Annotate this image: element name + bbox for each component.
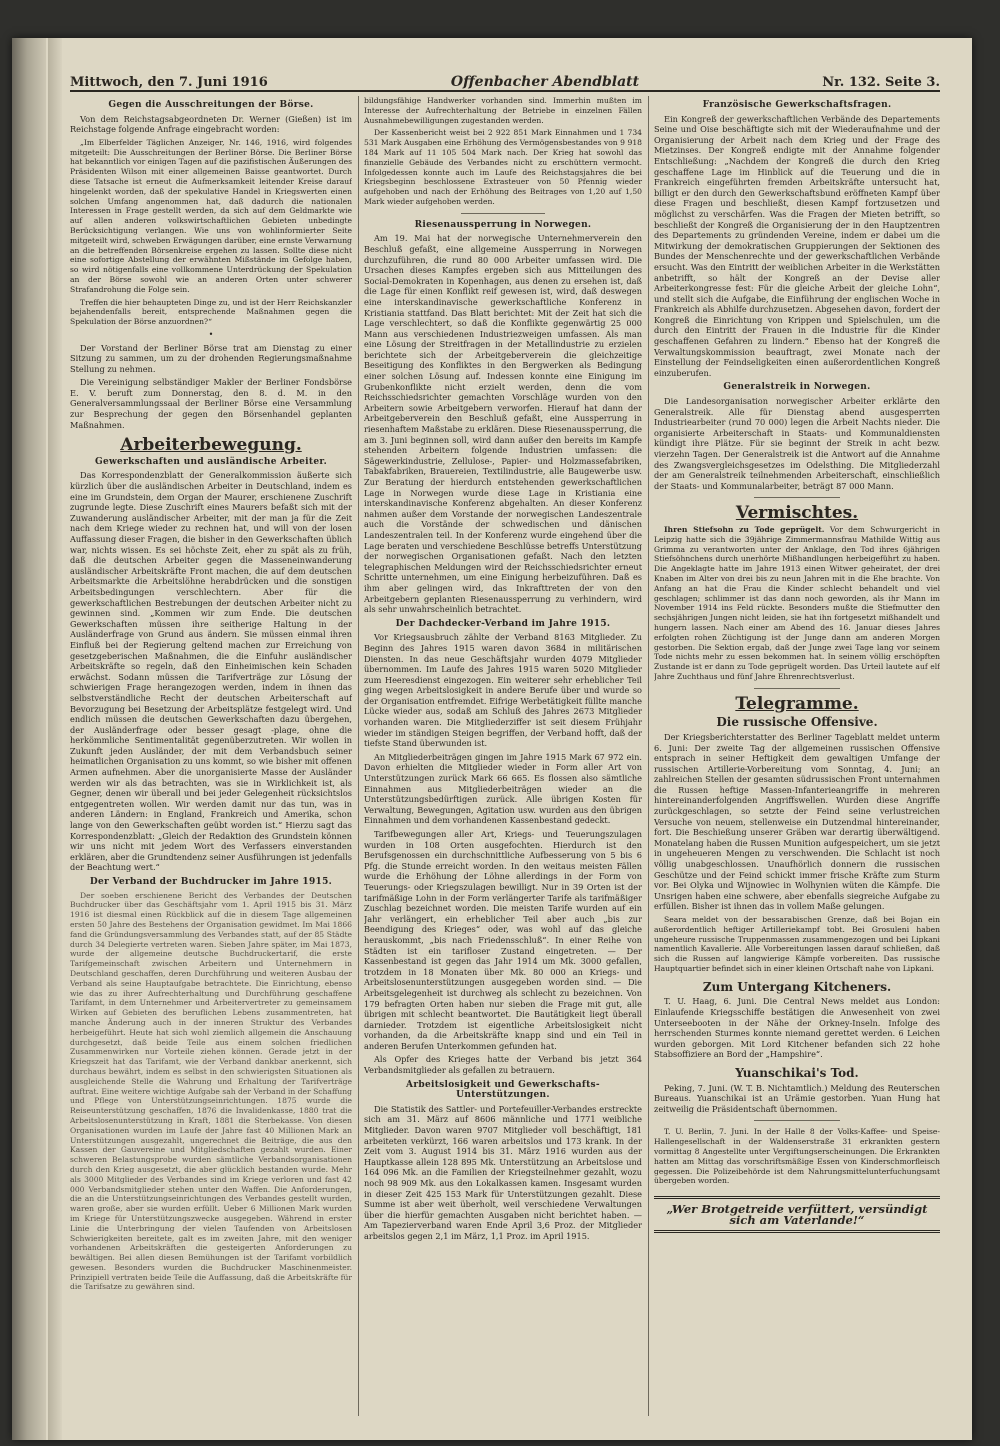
- page-edge: [48, 38, 62, 1440]
- paragraph: Peking, 7. Juni. (W. T. B. Nichtamtlich.) Meldung des Reuterschen Bureaus. Yuanschikai ist an Urämie gestorben. Yuan Hung hat zeitweilig die Präsidentschaft übernommen.: [654, 1082, 940, 1114]
- column-1: [70, 96, 352, 1416]
- subheading: Die russische Offensive.: [716, 715, 878, 730]
- paragraph: An Mitgliederbeiträgen gingen im Jahre 1915 Mark 67 972 ein. Davon erhielten die Mitglieder wieder in Form aller Art von Unterstützungen zurück Mark 66 665. Es flossen also sämtliche Einnahmen aus Mitgliederbeiträgen wieder an die Unterstützungsbedürftigen zurück. Alle übrigen Kosten für Verwaltung, Bewegungen, Agitation usw. wurden aus den übrigen Einnahmen und dem vorhandenen Kassenbestand gedeckt.: [364, 751, 642, 826]
- paragraph: Der Kassenbericht weist bei 2 922 851 Mark Einnahmen und 1 734 531 Mark Ausgaben eine Erhöhung des Vermögensbestandes von 9 918 184 Mark auf 11 105 504 Mark nach. Der Krieg hat sowohl das finanzielle Gebäude des Verbandes nicht zu erschüttern vermocht. Infolgedessen konnte auch im Laufe des Reichstagsjahres die bei Kriegsbeginn beschlossene Extrasteuer von 50 Pfennig wieder aufgehoben und nach der Erhöhung des Beitrages von 1,20 auf 1,50 Mark wieder aufgehoben werden.: [364, 128, 642, 206]
- headline-boerse: Gegen die Ausschreitungen der Börse.: [108, 100, 314, 110]
- divider: [754, 1120, 840, 1121]
- paragraph: Das Korrespondenzblatt der Generalkommission äußerte sich kürzlich über die ausländischen Arbeiter in Deutschland, indem es eine im Grundstein, dem Organ der Maurer, erschienene Zuschrift zugrunde legte. Diese Zuschrift eines Maurers befaßt sich mit der Zuwanderung ausländischer Arbeiter, mit der man ja für die Zeit nach dem Kriege wieder zu rechnen hat, und will von der losen Auffassung dieser Fragen, die bisher in den Gewerkschaften üblich war, nichts wissen. Es sei höchste Zeit, eher zu spät als zu früh, daß die deutschen Arbeiter gegen die Masseneinwanderung ausländischer Arbeitskräfte Front machen, die auf dem deutschen Arbeitsmarkte die Arbeitslöhne herabdrücken und die sonstigen Arbeitsbedingungen verschlechtern. Aber für die gewerkschaftlichen Bestrebungen der deutschen Arbeiter nicht zu gewinnen sind. „Kommen wir zum Ende. Die deutschen Gewerkschaften müssen ihre seitherige Haltung in der Ausländerfrage von Grund aus ändern. Sie müssen einmal ihren Einfluß bei der Regierung geltend machen zur Erreichung von gesetzgeberischen Maßnahmen, die die Einfuhr ausländischer Arbeitskräfte so regeln, daß den Einheimischen kein Schaden erwächst. Sodann müssen die Tarifverträge zur Lösung der schwierigen Frage herangezogen werden, indem in ihnen das selbstverständliche Recht der deutschen Arbeiterschaft auf Bevorzugung bei Besetzung der Arbeitsplätze festgelegt wird. Und endlich müssen die deutschen Gewerkschaften dazu übergehen, der Ausländerfrage oder besser gesagt -plage, ohne die herkömmliche Sentimentalität gegenüberzutreten. Wir wollen in Zukunft jeden Ausländer, der mit dem Verbandsbuch seiner heimatlichen Organisation zu uns kommt, so wie bisher mit offenen Armen aufnehmen. Aber die unorganisierte Masse der Ausländer werden wir als das betrachten, was sie in Wirklichkeit ist, als Gegner, denen wir überall und bei jeder Gelegenheit rücksichtslos entgegentreten wollen. Wir werden damit nur das tun, was in anderen Ländern: in England, Frankreich und Amerika, schon lange von den Gewerkschaften geübt worden ist.“ Hierzu sagt das Korrespondenzblatt: „Gleich der Redaktion des Grundstein können wir uns nicht mit jedem Wort des Verfassers einverstanden erklären, aber die Grundtendenz seiner Ausführungen ist jedenfalls der Beachtung wert.“: [70, 470, 352, 873]
- section-heading-arbeiterbewegung: Arbeiterbewegung.: [120, 435, 302, 456]
- paragraph: Der Vorstand der Berliner Börse trat am Dienstag zu einer Sitzung zu sammen, um zu der drohenden Regierungsmaßnahme Stellung zu nehmen.: [70, 342, 352, 374]
- paragraph: T. U. Haag, 6. Juni. Die Central News meldet aus London: Einlaufende Kriegsschiffe bestätigen die Anwesenheit von zwei Unterseebooten in der Nähe der Orkney-Inseln. Infolge des herrschenden Sturmes konnte niemand gerettet werden. 6 Leichen wurden geborgen. Mit Lord Kitchener befanden sich 22 hohe Stabsoffiziere an Bord der „Hampshire“.: [654, 996, 940, 1060]
- column-rule: [358, 96, 359, 1416]
- paragraph: „Im Elberfelder Täglichen Anzeiger, Nr. 146, 1916, wird folgendes mitgeteilt: Die Ausschreitungen der Berliner Börse. Die Berliner Börse hat bekanntlich vor einigen Tagen auf die pazifistischen Äußerungen des Präsidenten Wilson mit einer allgemeinen Baisse geantwortet. Durch diese Tatsache ist erneut die Aufmerksamkeit leitender Kreise darauf hingelenkt worden, daß der spekulative Handel in Kriegswerten einen solchen Umfang angenommen hat, daß dadurch die nationalen Interessen in Frage gestellt werden, da sich auf dem Geldmarkte wie auf allen anderen volkswirtschaftlichen Gebieten unbedingte Berücksichtigung verlangen. Wie uns von wohlinformierter Seite mitgeteilt wird, schweben Erwägungen darüber, eine ernste Verwarnung an die betreffenden Börsenkreise ergehen zu lassen. Sollte diese nicht eine sofortige Abstellung der erwähnten Mißstände im Gefolge haben, so wird nötigenfalls eine vollkommene Unterdrückung der Spekulation an der Börse sowohl wie an anderen Orten unter schwerer Strafandrohung die Folge sein.: [70, 137, 352, 294]
- paragraph: Treffen die hier behaupteten Dinge zu, und ist der Herr Reichskanzler bejahendenfalls bereit, entsprechende Maßnahmen gegen die Spekulation der Börse anzuordnen?“: [70, 297, 352, 327]
- subheading: Arbeitslosigkeit und Gewerkschafts-Unterstützungen.: [406, 1079, 600, 1101]
- slogan-box: „Wer Brotgetreide verfüttert, versündigt sich am Vaterlande!“: [654, 1196, 940, 1233]
- book-binding: [12, 38, 46, 1440]
- article-kicker: Ihren Stiefsohn zu Tode geprügelt.: [664, 524, 825, 534]
- paragraph: Als Opfer des Krieges hatte der Verband bis jetzt 364 Verbandsmitglieder als gefallen zu betrauern.: [364, 1054, 642, 1076]
- paragraph: Ein Kongreß der gewerkschaftlichen Verbände des Departements Seine und Oise beschäftigte sich mit der Wiederaufnahme und der Organisierung der Arbeit nach dem Krieg und der Frage des Mietzinses. Der Kongreß endigte mit der Annahme folgender Entschließung: „Nachdem der Kongreß die durch den Krieg geschaffene Lage im Hinblick auf die Teuerung und die in Frankreich eingeführten fremden Arbeitskräfte untersucht hat, billigt er den durch den Gewerkschaftsbund eröffneten Kampf über diese Fragen und beschließt, diesen Kampf fortzusetzen und möglichst zu verschärfen. Was die Fragen der Mieten betrifft, so beschließt der Kongreß die Organisierung der in den Hauptzentren des Departements zu gründenden Vereine, indem er dabei um die Mitwirkung der demokratischen Gruppierungen der Sektionen des Bundes der Menschenrechte und der gewerkschaftlichen Verbände ersucht. Was den Eintritt der weiblichen Arbeiter in die Werkstätten anbetrifft, so hält der Kongreß an der Devise aller Arbeiterkongresse fest: Für die gleiche Arbeit der gleiche Lohn“, und stellt sich die Aufgabe, die Einführung der englischen Woche in Frankreich als Abhilfe durchzusetzen. Abgesehen davon, fordert der Kongreß die Einrichtung von Krippen und Spielschulen, um die durch den Eintritt der Frauen in die Industrie für die Kinder geschaffenen Gefahren zu lindern.“ Ebenso hat der Kongreß die Verwaltungskommission beauftragt, zwei Monate nach der Einstellung der Feindseligkeiten einen außerordentlichen Kongreß einzuberufen.: [654, 113, 940, 378]
- subheading: Zum Untergang Kitcheners.: [702, 979, 892, 994]
- divider: [754, 688, 840, 689]
- paragraph: Die Landesorganisation norwegischer Arbeiter erklärte den Generalstreik. Alle für Dienstag abend ausgesperrten Industriearbeiter (rund 70 000) legen die Arbeit Nachts nieder. Die organisierte Arbeiterschaft in Staats- und Kommunaldiensten kündigt ihre Plätze. Für sie beginnt der Streik in acht bezw. vierzehn Tagen. Der Generalstreik ist die Antwort auf die Annahme des Zwangsvergleichsgesetzes im Odelsthing. Die Mitgliederzahl der am Generalstreik teilnehmenden Arbeiterschaft, einschließlich der Staats- und Kommunalarbeiter, beträgt 87 000 Mann.: [654, 396, 940, 491]
- subheading: Gewerkschaften und ausländische Arbeiter.: [94, 456, 328, 467]
- subheading: Französische Gewerkschaftsfragen.: [702, 100, 892, 110]
- subheading: Yuanschikai's Tod.: [735, 1065, 859, 1080]
- paragraph: Vor Kriegsausbruch zählte der Verband 8163 Mitglieder. Zu Beginn des Jahres 1915 waren davon 3684 in militärischen Diensten. In das neue Geschäftsjahr wurden 4079 Mitglieder übernommen. Im Laufe des Jahres 1915 waren 5020 Mitglieder zum Heeresdienst eingezogen. Ein weiterer sehr erheblicher Teil ging wegen Arbeitslosigkeit in andere Berufe über und wurde so der Organisation entfremdet. Eifrige Werbetätigkeit füllte manche Lücke wieder aus, sodaß am Schluß des Jahres 2673 Mitglieder vorhanden waren. Die Mitgliederziffer ist seit diesem Frühjahr wieder im ständigen Steigen begriffen, der Verband hofft, daß der tiefste Stand überwunden ist.: [364, 632, 642, 749]
- paragraph: Seara meldet von der bessarabischen Grenze, daß bei Bojan ein außerordentlich heftiger Artilleriekampf tobt. Bei Grosuleni haben ungeheure russische Truppenmassen zusammengezogen und bei Lipkani namentlich Kavallerie. Alle Vorbereitungen lassen darauf schließen, daß sich die Russen auf langwierige Kämpfe vorbereiten. Das russische Hauptquartier befindet sich in einer kleinen Ortschaft nahe von Lipkani.: [654, 915, 940, 973]
- subheading: Der Dachdecker-Verband im Jahre 1915.: [395, 618, 611, 629]
- paragraph: Die Vereinigung selbständiger Makler der Berliner Fondsbörse E. V. beruft zum Donnerstag, den 8. d. M. in den Generalversammlungssaal der Berliner Börse eine Versammlung zur Besprechung der gegen den Börsenhandel geplanten Maßnahmen.: [70, 377, 352, 430]
- column-rule: [648, 96, 649, 1416]
- subheading: Generalstreik in Norwegen.: [723, 382, 871, 393]
- divider: [461, 213, 544, 214]
- subheading: Der Verband der Buchdrucker im Jahre 1915.: [89, 877, 333, 888]
- paragraph: Die Statistik des Sattler- und Portefeuiller-Verbandes erstreckte sich am 31. März auf 8606 männliche und 1771 weibliche Mitglieder. Davon waren 9707 Mitglieder voll beschäftigt, 181 arbeiteten verkürzt, 166 waren arbeitslos und 173 krank. In der Zeit vom 3. August 1914 bis 31. März 1916 wurden aus der Hauptkasse allein 128 895 Mk. Unterstützung an Arbeitslose und 164 096 Mk. an die Familien der Kriegsteilnehmer gezahlt, wozu noch 98 909 Mk. aus den Lokalkassen kamen. Insgesamt wurden in dieser Zeit 425 153 Mark für Unterstützungen gezahlt. Diese Summe ist aber weit überholt, weil verschiedene Verwaltungen über die hierfür gemachten Ausgaben nicht berichtet haben. — Am Tapezierverband waren Ende April 3,6 Proz. der Mitglieder arbeitslos gegen 2,1 im März, 1,1 Proz. im April 1915.: [364, 1103, 642, 1241]
- paragraph: Tarifbewegungen aller Art, Kriegs- und Teuerungszulagen wurden in 108 Orten ausgefochten. Hierdurch ist den Berufsgenossen ein durchschnittliche Aufbesserung von 5 bis 6 Pfg. die Stunde erreicht worden. In den weitaus meisten Fällen wurde die Erhöhung der Löhne allerdings in der Form von Teuerungs- oder Kriegszulagen bewilligt. Nur in 39 Orten ist der tarifmäßige Lohn in der Form verlängerter Tarife als tarifmäßiger Zuschlag bezeichnet worden. Die meisten Tarife wurden auf ein Jahr verlängert, ein erheblicher Teil aber auch „bis zur Beendigung des Krieges“ oder, was wohl auf das gleiche herauskommt, „bis nach Friedensschluß“. In einer Reihe von Städten ist ein tarifloser Zustand eingetreten. — Der Kassenbestand ist gegen das Jahr 1914 um Mk. 3000 gefallen, trotzdem in 18 Monaten über Mk. 80 000 an Kriegs- und Arbeitslosenunterstützungen ausgegeben worden sind. — Die Arbeitsgelegenheit ist durchweg als schlecht zu bezeichnen. Von 179 befragten Orten haben nur sieben die Frage mit gut, alle übrigen mit schlecht beantwortet. Die Bautätigkeit liegt überall darnieder. Trotzdem ist eigentliche Arbeitslosigkeit nicht vorhanden, da die Arbeitskräfte knapp sind und ein Teil in anderen Berufen Unterkommen gefunden hat.: [364, 829, 642, 1051]
- paragraph: Der soeben erschienene Bericht des Verbandes der Deutschen Buchdrucker über das Geschäftsjahr vom 1. April 1915 bis 31. März 1916 ist diesmal einen Rückblick auf die in diesem Tage allgemeinen ersten 50 Jahre des Bestehens der Organisation gewidmet. Im Mai 1866 fand die Gründungsversammlung des Verbandes statt, auf der 85 Städte durch 34 Delegierte vertreten waren. Sieben Jahre später, im Mai 1873, wurde der allgemeine deutsche Buchdruckertarif, die erste Tarifgemeinschaft zwischen Arbeitern und Unternehmern in Deutschland geschaffen, deren Durchführung und weiteren Ausbau der Verband als seine Hauptaufgabe betrachtete. Die Einrichtung, ebenso wie das zu ihrer Aufrechterhaltung und Durchführung geschaffene Tarifamt, in dem Unternehmer und Arbeitervertreter zu gemeinsamem Wirken auf Gebieten des beruflichen Lebens zusammentreten, hat manche Änderung auch in der inneren Struktur des Verbandes herbeigeführt. Heute hat sich wohl ziemlich allgemein die Anschauung durchgesetzt, daß beide Teile aus einem solchen friedlichen Zusammenwirken nur Vorteile ziehen können. Gerade jetzt in der Kriegszeit hat das Tarifamt, wie der Verband dankbar anerkennt, sich durchaus bewährt, indem es selbst in den schwierigsten Situationen als ausgleichende Stelle die Wahrung und Erhaltung der Tarifverträge auftrat. Eine weitere wichtige Aufgabe sah der Verband in der Schaffung und Pflege von Unterstützungseinrichtungen. 1875 wurde die Reiseunterstützung geschaffen, 1876 die Invalidenkasse, 1880 trat die Arbeitslosenunterstützung in Kraft, 1881 die Sterbekasse. Von diesen Organisationen wurden im Laufe der Jahre fast 40 Millionen Mark an Unterstützungen ausgezahlt, ungerechnet die Beiträge, die aus den Kassen der Gauvereine und Mitgliedschaften gezahlt wurden. Einer schweren Belastungsprobe wurden sämtliche Verbandsorganisationen durch den Krieg ausgesetzt, die aber glücklich bestanden wurde. Mehr als 3000 Mitglieder des Verbandes sind im Kriege verloren und fast 42 000 Verbandsmitglieder stehen unter den Waffen. Die Anforderungen, die an die Unterstützungseinrichtungen des Verbandes gestellt wurden, waren große, aber sie wurden erfüllt. Ueber 6 Millionen Mark wurden im Kriege für Unterstützungszwecke ausgegeben. Während in erster Linie die Unterbringung der vielen Taufenden von Arbeitslosen Schwierigkeiten bereitete, galt es im zweiten Jahre, mit den weniger vorhandenen Arbeitskräften die gesteigerten Anforderungen zu bewältigen. Bei allen diesen Bemühungen ist der Tarifamt vorbildlich gewesen. Besonders wurden die Buchdrucker Maschinenmeister. Prinzipiell vertraten beide Teile die Auffassung, daß die Arbeitskräfte für die Tarifsatze zu gewähren sind.: [70, 890, 352, 1292]
- paragraph: Vor dem Schwurgericht in Leipzig hatte sich die 39jährige Zimmermannsfrau Mathilde Wittig aus Grimma zu verantworten unter der Anklage, den Tod ihres 6jährigen Stiefsöhnchens durch unerhörte Mißhandlungen herbeigeführt zu haben. Die Angeklagte hatte im Jahre 1913 einen Witwer geheiratet, der drei Knaben im Alter von drei bis zu neun Jahren mit in die Ehe brachte. Von Anfang an hat die Frau die Kinder schlecht behandelt und viel geschlagen; schlimmer ist das dann noch geworden, als ihr Mann im November 1914 ins Feld rückte. Besonders mußte die Stiefmutter den sechsjährigen Jungen nicht leiden, sie hat ihn fortgesetzt mißhandelt und hungern lassen. Nach einer am Abend des 16. Januar dieses Jahres erfolgten rohen Züchtigung ist der Junge dann am anderen Morgen gestorben. Die Sektion ergab, daß der Junge zwei Tage lang vor seinem Tode nichts mehr zu essen bekommen hat. In seinem völlig erschöpften Zustande ist er dann zu Tode geprügelt worden. Das Urteil lautete auf elf Jahre Zuchthaus und fünf Jahre Ehrenrechtsverlust.: [654, 524, 940, 681]
- paragraph: bildungsfähige Handwerker vorhanden sind. Immerhin mußten im Interesse der Aufrechterhaltung der Betriebe in einzelnen Fällen Ausnahmebewilligungen zugestanden werden.: [364, 96, 642, 125]
- paragraph: T. U. Berlin, 7. Juni. In der Halle 8 der Volks-Kaffee- und Speise-Hallengesellschaft in der Waldenserstraße 31 erkrankten gestern vormittag 8 Angestellte unter Vergiftungserscheinungen. Die Erkrankten hatten am Mittag das vorschriftsmäßige Essen von Kinderschmorfleisch gegessen. Die Polizeibehörde ist dem Nahrungsmittelunterfuchungsamt übergeben worden.: [654, 1127, 940, 1186]
- masthead: [70, 66, 940, 92]
- subheading: Riesenaussperrung in Norwegen.: [414, 219, 592, 230]
- divider: [754, 497, 840, 498]
- separator-dot: •: [208, 329, 214, 339]
- masthead-paper-name: Offenbacher Abendblatt: [450, 74, 640, 90]
- column-2: [364, 96, 642, 1416]
- masthead-issue: Nr. 132. Seite 3.: [822, 75, 940, 90]
- section-heading-vermischtes: Vermischtes.: [735, 503, 859, 524]
- paragraph: Der Kriegsberichterstatter des Berliner Tageblatt meldet unterm 6. Juni: Der zweite Tag der allgemeinen russischen Offensive entsprach in seiner Heftigkeit dem gewaltigen Umfange der russischen Artillerie-Vorbereitung vom Sonntag, 4. Juni; an zahlreichen Stellen der gesamten südrussischen Front unternahmen die Russen heftige Massen-Infanterieangriffe in mehreren hintereinanderfolgenden Angriffswellen. Wurden diese Angriffe zurückgeschlagen, so setzte der Feind seine verlustreichen Versuche von neuem, stellenweise ein Dutzendmal hintereinander, fort. Die Beschießung unserer Gräben war derartig überwältigend. Monatelang haben die Russen Munition aufgespeichert, um sie jetzt in ungeheueren Mengen zu verschwenden. Die Schlacht ist noch völlig unabgeschlossen. Unaufhörlich donnern die russischen Geschütze und der Feind schickt immer frische Kräfte zum Sturm vor. Bei Olyka und Wijnowiec in Wolhynien wüten die Kämpfe. Die Unsrigen haben eine schwere, aber ebenfalls siegreiche Aufgabe zu erfüllen. Bisher ist ihnen das in vollem Maße gelungen.: [654, 731, 940, 912]
- paragraph: Am 19. Mai hat der norwegische Unternehmerverein den Beschluß gefaßt, eine allgemeine Aussperrung in Norwegen durchzuführen, die rund 80 000 Arbeiter umfassen wird. Die Ursachen dieses Kampfes ergeben sich aus Mitteilungen des Social-Demokraten in Kopenhagen, aus denen zu ersehen ist, daß die Lage für einen Konflikt reif gewesen ist, wird, daß deswegen eine interskandinavische gewerkschaftliche Konferenz in Kristiania stattfand. Das Blatt berichtet: Mit der Zeit hat sich die Lage verschlechtert, so daß die Konflikte gegenwärtig 25 000 Mann aus verschiedenen Industriezweigen umfassen. Als man eine Lösung der Streitfragen in der Metallindustrie zu erzielen berichtete sich der Arbeitgeberverein die gleichzeitige Beseitigung des Konfliktes in den Bergwerken als Bedingung einer solchen Lösung auf. Indessen konnte eine Einigung im Grubenkonflikte nicht erzielt werden, denn die vom Reichsschiedsrichter gemachten Vorschläge wurden von den Arbeitern sowie Arbeitgebern verworfen. Hierauf hat dann der Arbeitgeberverein den Beschluß gefaßt, eine Aussperrung in riesenhaftem Maßstabe zu erklären. Diese Riesenaussperrung, die am 3. Juni beginnen soll, wird dann außer den bereits im Kampfe stehenden Arbeitern folgende Industrien umfassen: die Sägewerkindustrie, Zellulose-, Papier- und Holzmassefabriken, Tabakfabriken, Brauereien, Textilindustrie, alle Baugewerbe usw. Zur Beratung der hierdurch entstehenden gewerkschaftlichen Lage in Norwegen wurde diese Lage in Kristiania eine interskandinavische Konferenz abgehalten. An dieser Konferenz nahmen außer dem Vorstande der norwegischen Landeszentrale auch die Vorstände der schwedischen und dänischen Landeszentralen teil. In der Konferenz wurde eingehend über die Lage beraten und verschiedene Beschlüsse betreffs Unterstützung der norwegischen Organisationen gefaßt. Nach den letzten telegraphischen Meldungen wird der Reichsschiedsrichter erneut Schritte unternehmen, um eine Einigung herbeizuführen. Daß es ihm aber gelingen wird, das Inkrafttreten der von den Arbeitgebern geplanten Riesenaussperrung zu verhindern, wird als sehr unwahrscheinlich betrachtet.: [364, 233, 642, 615]
- section-heading-telegramme: Telegramme.: [735, 693, 859, 714]
- paragraph: Von dem Reichstagsabgeordneten Dr. Werner (Gießen) ist im Reichstage folgende Anfrage eingebracht worden:: [70, 113, 352, 135]
- column-3: [654, 96, 940, 1416]
- newspaper-page: [12, 38, 972, 1440]
- masthead-date: Mittwoch, den 7. Juni 1916: [70, 75, 268, 90]
